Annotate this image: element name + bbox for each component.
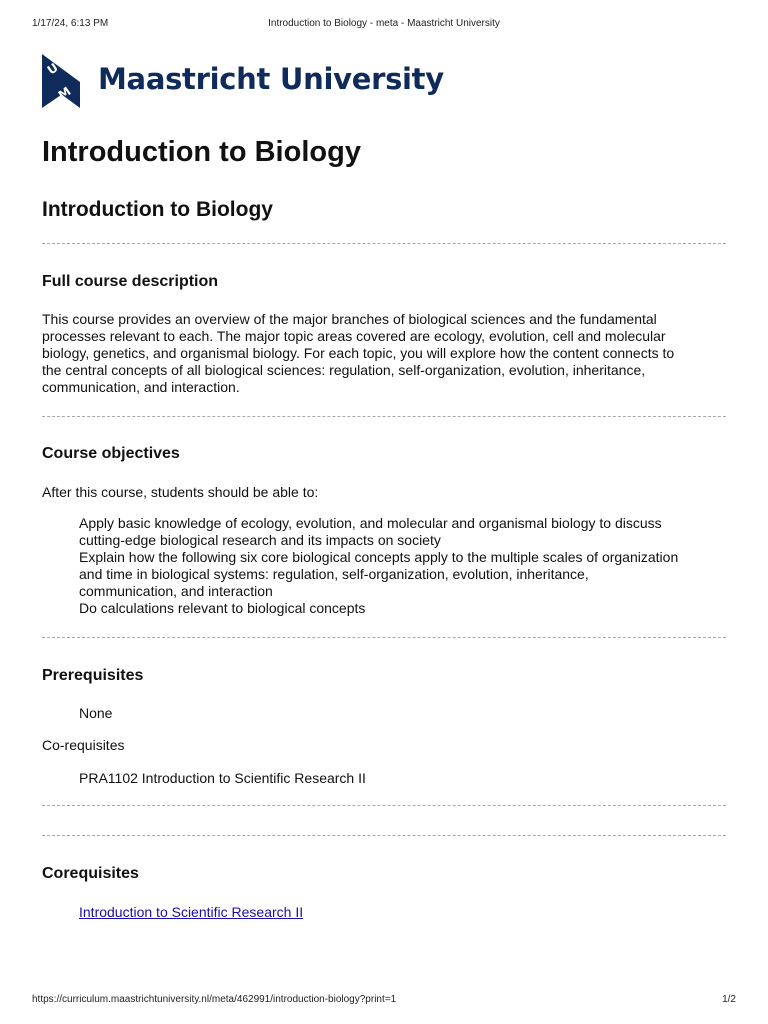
objectives-intro: After this course, students should be able to: (42, 484, 319, 500)
objective-line: Do calculations relevant to biological concepts (79, 600, 366, 616)
objective-line: cutting-edge biological research and its impacts on society (79, 532, 441, 548)
description-line: processes relevant to each. The major topic areas covered are ecology, evolution, cell and molecular (42, 328, 666, 344)
logo-wordmark: Maastricht University (98, 62, 444, 96)
section-divider (42, 416, 726, 417)
print-date: 1/17/24, 6:13 PM (32, 18, 109, 29)
print-url: https://curriculum.maastrichtuniversity.nl/meta/462991/introduction-biology?print=1 (32, 994, 397, 1005)
objective-line: and time in biological systems: regulation, self-organization, evolution, inheritance, (79, 566, 589, 582)
objectives-heading: Course objectives (42, 445, 180, 462)
description-line: the central concepts of all biological sciences: regulation, self-organization, evolution, inheritance, (42, 362, 646, 378)
description-text (42, 311, 726, 396)
svg-text:U: U (44, 60, 61, 78)
print-header (32, 18, 736, 32)
maastricht-university-logo[interactable] (42, 54, 442, 110)
page-title: Introduction to Biology (42, 136, 361, 168)
section-divider (42, 805, 726, 806)
description-line: biology, genetics, and organismal biology. For each topic, you will explore how the content connects to (42, 345, 675, 361)
description-line: communication, and interaction. (42, 379, 240, 395)
print-footer (32, 994, 736, 1008)
section-divider (42, 243, 726, 244)
svg-text:M: M (55, 84, 74, 103)
corequisites-heading: Corequisites (42, 865, 139, 882)
prerequisites-value: None (79, 705, 113, 721)
prerequisites-heading: Prerequisites (42, 667, 144, 684)
section-divider (42, 835, 726, 836)
print-document-title: Introduction to Biology - meta - Maastricht University (268, 18, 500, 29)
objective-item (79, 515, 724, 549)
um-logo-mark-icon (42, 54, 82, 108)
page-number: 1/2 (722, 994, 736, 1005)
objective-line: Apply basic knowledge of ecology, evolution, and molecular and organismal biology to discuss (79, 515, 662, 531)
page-subtitle: Introduction to Biology (42, 198, 273, 221)
corequisites-label: Co-requisites (42, 737, 125, 753)
objective-item (79, 549, 724, 600)
section-divider (42, 637, 726, 638)
description-line: This course provides an overview of the major branches of biological sciences and the fundamental (42, 311, 657, 327)
objectives-list (79, 515, 724, 617)
objective-line: Explain how the following six core biological concepts apply to the multiple scales of organization (79, 549, 679, 565)
corequisites-link-row (79, 904, 724, 921)
objective-line: communication, and interaction (79, 583, 273, 599)
corequisites-value: PRA1102 Introduction to Scientific Research II (79, 770, 366, 786)
description-heading: Full course description (42, 273, 219, 290)
objective-item (79, 600, 724, 617)
corequisite-course-link[interactable]: Introduction to Scientific Research II (79, 904, 304, 920)
